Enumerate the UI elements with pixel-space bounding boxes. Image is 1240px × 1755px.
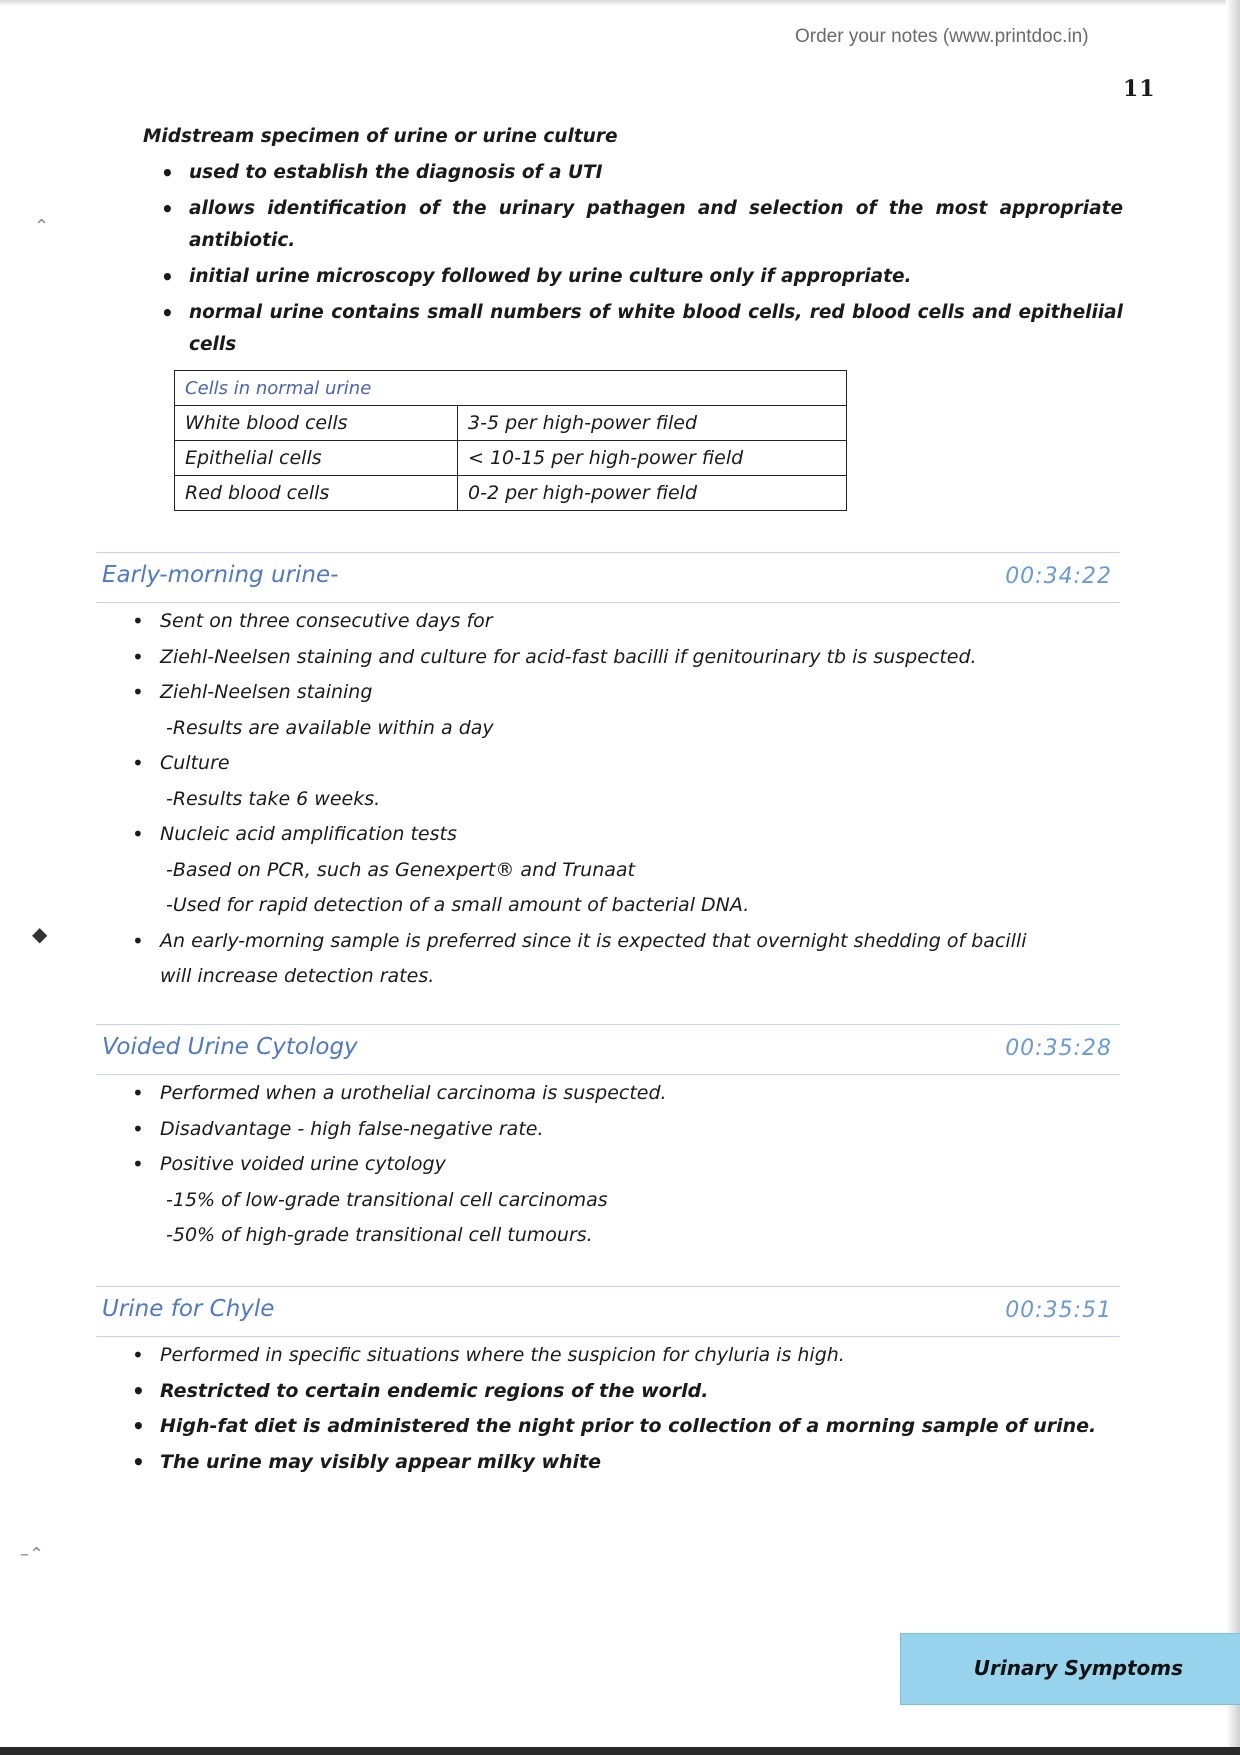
voided-cytology-section <box>96 1024 1124 1256</box>
table-cell: White blood cells <box>175 406 458 441</box>
chapter-tab-label: Urinary Symptoms <box>973 1656 1183 1680</box>
sub-item: -Based on PCR, such as Genexpert® and Trunaat <box>166 858 635 881</box>
table-cell: 0-2 per high-power field <box>458 476 847 511</box>
list-item: • allows identification of the urinary pathagen and selection of the most appropriate antibiotic. <box>143 193 1123 257</box>
normal-urine-cells-table <box>174 370 847 511</box>
urine-chyle-section <box>96 1286 1124 1486</box>
list-item: • initial urine microscopy followed by urine culture only if appropriate. <box>143 261 1123 293</box>
section-heading: Midstream specimen of urine or urine culture <box>143 126 618 147</box>
list-item: • Performed in specific situations where the suspicion for chyluria is high. <box>96 1338 1120 1374</box>
table-row <box>175 406 847 441</box>
list-item: • An early-morning sample is preferred since it is expected that overnight shedding of bacilli <box>96 924 1120 960</box>
page-number: 11 <box>1123 76 1156 102</box>
list-item: • Ziehl-Neelsen staining <box>96 675 1120 711</box>
scan-top-edge <box>0 0 1240 6</box>
section-title: Early-morning urine- <box>102 562 339 588</box>
list-item: • Performed when a urothelial carcinoma is suspected. <box>96 1076 1120 1112</box>
table-cell: 3-5 per high-power filed <box>458 406 847 441</box>
sub-item: -Results take 6 weeks. <box>166 787 381 810</box>
bullet-list <box>96 604 1120 993</box>
early-morning-section <box>96 552 1124 992</box>
table-header: Cells in normal urine <box>175 371 847 406</box>
video-timestamp: 00:34:22 <box>1005 564 1112 589</box>
list-item: • Restricted to certain endemic regions of the world. <box>96 1374 1120 1410</box>
list-item: • normal urine contains small numbers of white blood cells, red blood cells and epitheliial cells <box>143 297 1123 361</box>
table-row <box>175 441 847 476</box>
sub-item: -Used for rapid detection of a small amount of bacterial DNA. <box>166 894 750 916</box>
table-cell: < 10-15 per high-power field <box>458 441 847 476</box>
table-cell: Epithelial cells <box>175 441 458 476</box>
section-title: Voided Urine Cytology <box>102 1034 358 1060</box>
midstream-section <box>143 126 1123 365</box>
list-item: • Positive voided urine cytology <box>96 1147 1120 1183</box>
list-item: • The urine may visibly appear milky white <box>96 1445 1120 1481</box>
chapter-tab <box>900 1633 1240 1705</box>
list-item: • used to establish the diagnosis of a UTI <box>143 157 1123 189</box>
list-item: • Ziehl-Neelsen staining and culture for acid-fast bacilli if genitourinary tb is suspected. <box>96 640 1120 676</box>
bullet-list <box>96 1076 1120 1254</box>
bullet-list <box>143 157 1123 361</box>
margin-mark: –⌃ <box>20 1544 45 1565</box>
scan-right-edge <box>1226 0 1240 1755</box>
section-title: Urine for Chyle <box>102 1296 275 1322</box>
video-timestamp: 00:35:51 <box>1005 1298 1112 1323</box>
divider <box>96 552 1120 553</box>
scan-bottom-edge <box>0 1747 1240 1755</box>
list-item-continuation: will increase detection rates. <box>160 965 435 987</box>
watermark-text: Order your notes (www.printdoc.in) <box>795 26 1089 47</box>
table-header-row <box>175 371 847 406</box>
list-item: • Culture <box>96 746 1120 782</box>
sub-item: -15% of low-grade transitional cell carcinomas <box>166 1188 608 1211</box>
list-item: • Nucleic acid amplification tests <box>96 817 1120 853</box>
margin-mark: ⌃ <box>34 216 50 237</box>
bullet-list <box>96 1338 1120 1480</box>
divider <box>96 1024 1120 1025</box>
divider <box>96 1074 1120 1075</box>
list-item: • High-fat diet is administered the night prior to collection of a morning sample of urine. <box>96 1409 1120 1445</box>
table-cell: Red blood cells <box>175 476 458 511</box>
margin-mark: ◆ <box>32 922 48 946</box>
table-row <box>175 476 847 511</box>
list-item: • Sent on three consecutive days for <box>96 604 1120 640</box>
sub-item: -Results are available within a day <box>166 716 494 739</box>
divider <box>96 602 1120 603</box>
video-timestamp: 00:35:28 <box>1005 1036 1112 1061</box>
sub-item: -50% of high-grade transitional cell tumours. <box>166 1224 593 1246</box>
divider <box>96 1286 1120 1287</box>
list-item: • Disadvantage - high false-negative rate. <box>96 1112 1120 1148</box>
divider <box>96 1336 1120 1337</box>
